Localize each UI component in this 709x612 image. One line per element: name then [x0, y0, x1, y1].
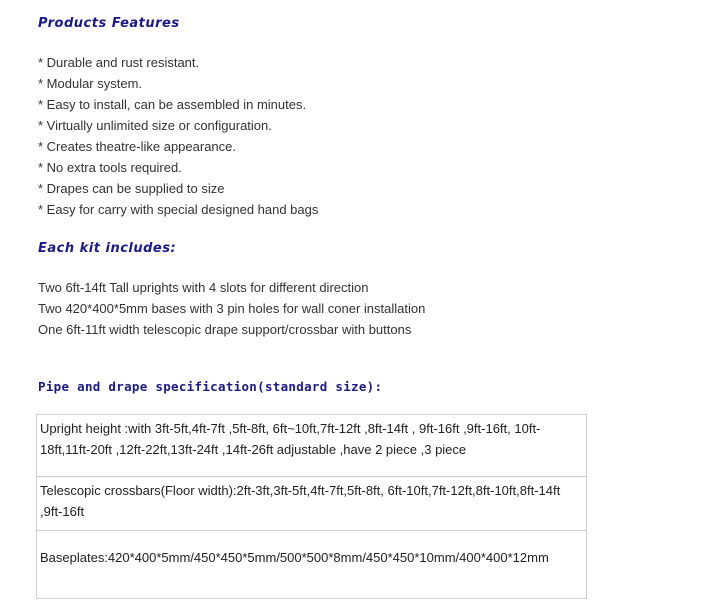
- feature-item: * Creates theatre-like appearance.: [38, 139, 237, 154]
- kit-list: [38, 277, 425, 340]
- table-row: [37, 415, 587, 477]
- spec-table: [36, 414, 587, 599]
- features-list: [38, 52, 318, 220]
- table-row: [37, 531, 587, 599]
- feature-item: * Virtually unlimited size or configuration.: [38, 118, 272, 133]
- spec-baseplates: Baseplates:420*400*5mm/450*450*5mm/500*500*8mm/450*450*10mm/400*400*12mm: [37, 531, 587, 599]
- kit-heading: Each kit includes:: [38, 241, 177, 256]
- kit-item: Two 420*400*5mm bases with 3 pin holes for wall coner installation: [38, 301, 426, 316]
- kit-item: One 6ft-11ft width telescopic drape support/crossbar with buttons: [38, 322, 412, 337]
- kit-item: Two 6ft-14ft Tall uprights with 4 slots for different direction: [38, 280, 369, 295]
- feature-item: * Modular system.: [38, 76, 143, 91]
- feature-item: * Durable and rust resistant.: [38, 55, 200, 70]
- spec-crossbars: Telescopic crossbars(Floor width):2ft-3ft,3ft-5ft,4ft-7ft,5ft-8ft, 6ft-10ft,7ft-12ft,8ft-10ft,8ft-14ft ,9ft-16ft: [37, 477, 587, 531]
- feature-item: * Easy to install, can be assembled in minutes.: [38, 97, 307, 112]
- spec-upright-height: Upright height :with 3ft-5ft,4ft-7ft ,5ft-8ft, 6ft~10ft,7ft-12ft ,8ft-14ft , 9ft-16ft ,9ft-16ft, 10ft-18ft,11ft-20ft ,12ft-22ft,13ft-24ft ,14ft-26ft adjustable ,have 2 piece ,3 piece: [37, 415, 587, 477]
- feature-item: * No extra tools required.: [38, 160, 182, 175]
- table-row: [37, 477, 587, 531]
- spec-heading: Pipe and drape specification(standard size):: [38, 379, 383, 394]
- feature-item: * Easy for carry with special designed hand bags: [38, 202, 319, 217]
- feature-item: * Drapes can be supplied to size: [38, 181, 225, 196]
- features-heading: Products Features: [38, 16, 180, 31]
